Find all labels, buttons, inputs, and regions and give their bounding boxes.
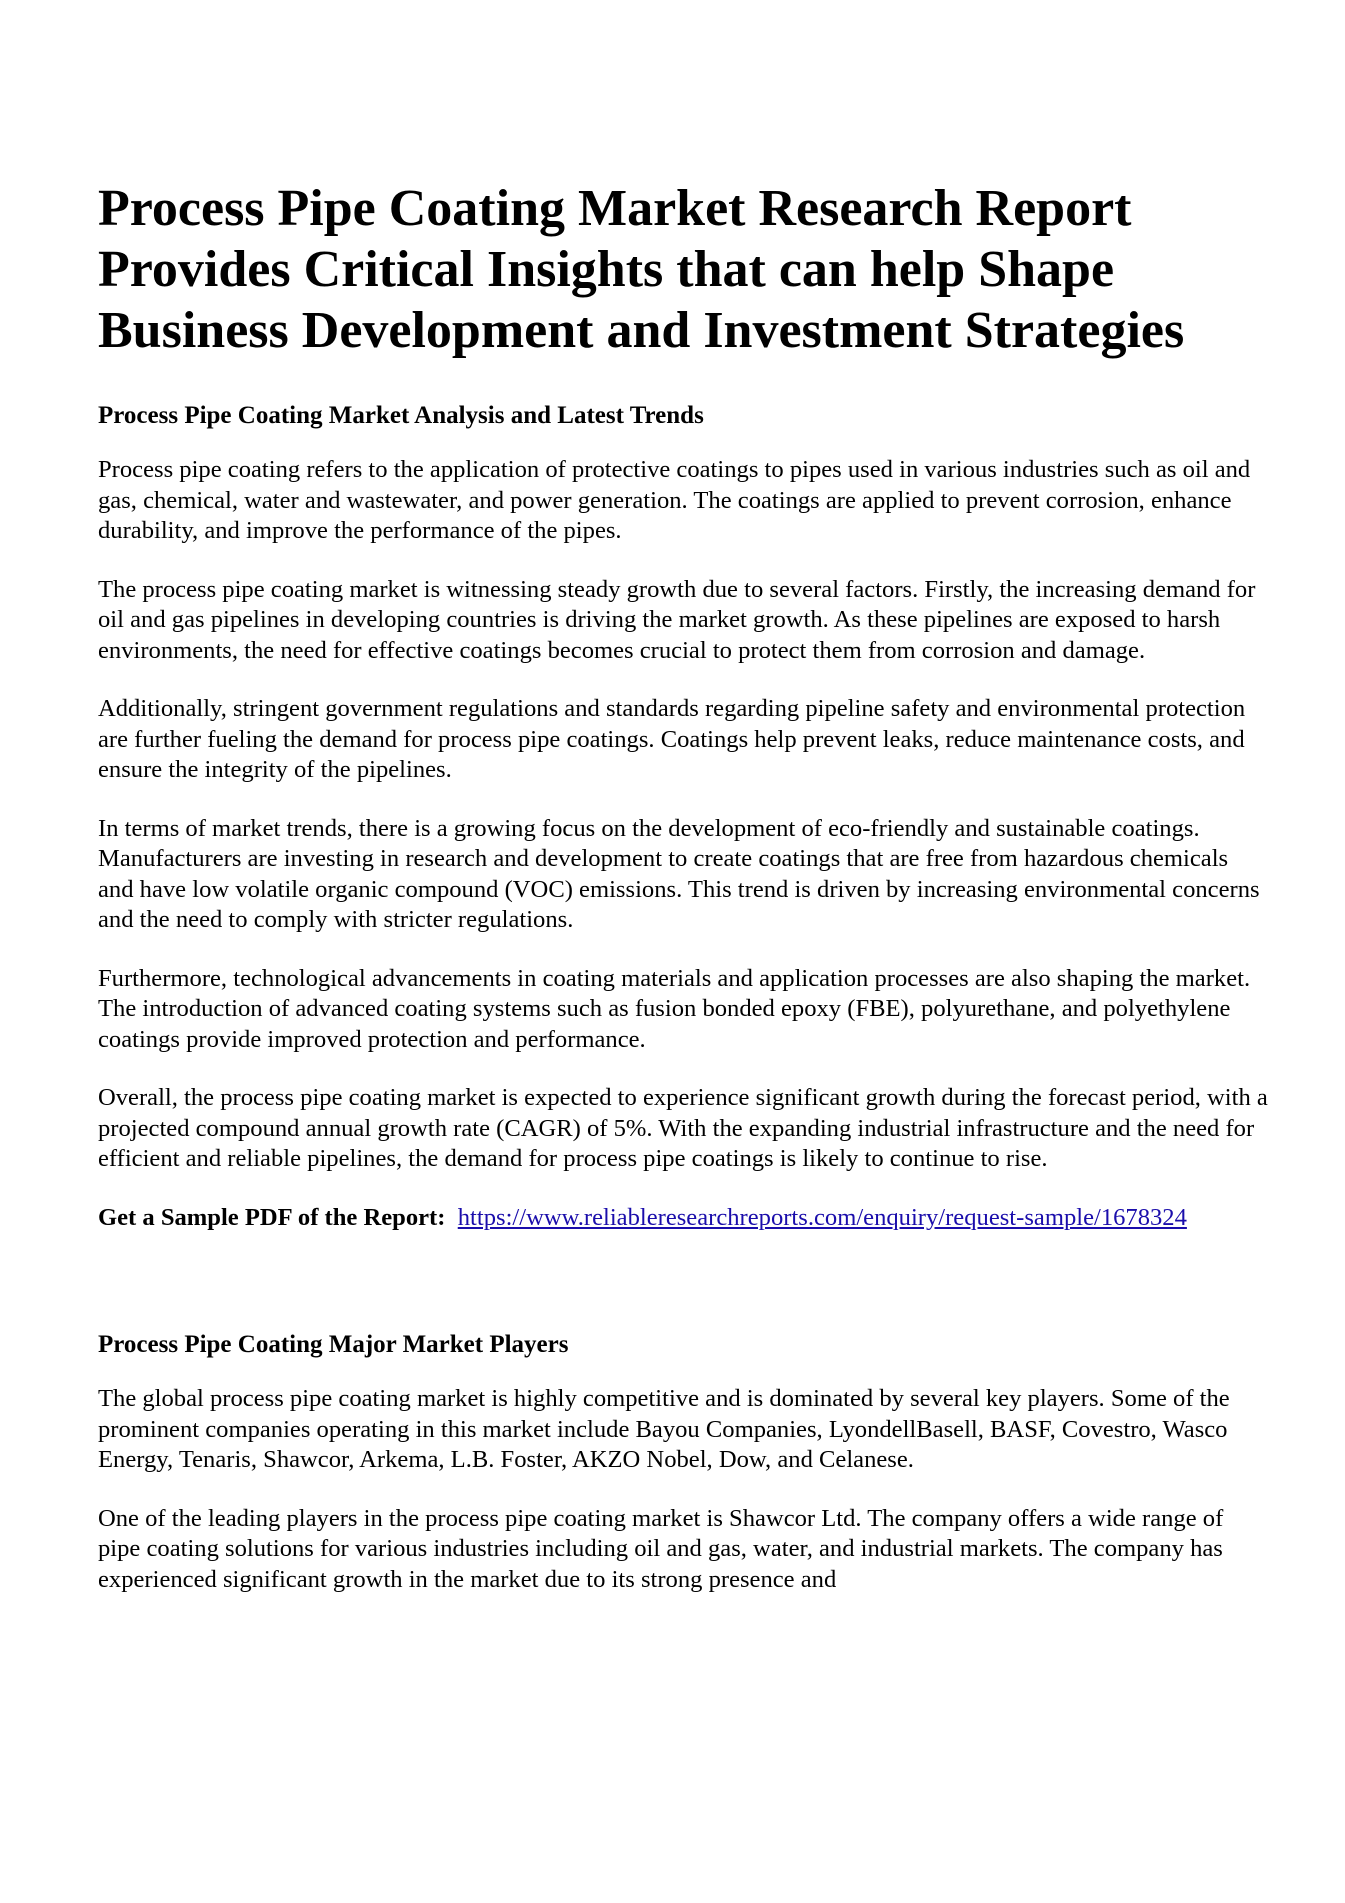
section-heading-analysis: Process Pipe Coating Market Analysis and Latest Trends xyxy=(98,402,704,429)
paragraph: Furthermore, technological advancements in coating materials and application processes are also shaping the market. The introduction of advanced coating systems such as fusion bonded epoxy (FBE), polyurethane, and polyethylene coatings provide improved protection and performance. xyxy=(98,964,1251,1053)
paragraph: The global process pipe coating market is highly competitive and is dominated by several key players. Some of the prominent companies operating in this market include Bayou Companies, LyondellBasell, BASF, Covestro, Wasco Energy, Tenaris, Shawcor, Arkema, L.B. Foster, AKZO Nobel, Dow, and Celanese. xyxy=(98,1385,1230,1473)
paragraph: Overall, the process pipe coating market is expected to experience significant growth during the forecast period, with a projected compound annual growth rate (CAGR) of 5%. With the expanding industrial infrastructure and the need for efficient and reliable pipelines, the demand for process pipe coatings is likely to continue to rise. xyxy=(98,1084,1268,1172)
sample-request-link[interactable]: https://www.reliableresearchreports.com/enquiry/request-sample/1678324 xyxy=(457,1203,1187,1231)
sample-request-line xyxy=(98,1203,1268,1234)
paragraph: One of the leading players in the process pipe coating market is Shawcor Ltd. The company offers a wide range of pipe coating solutions for various industries including oil and gas, water, and industrial markets. The company has experienced significant growth in the market due to its strong presence and xyxy=(98,1504,1224,1593)
report-page xyxy=(98,178,1268,1623)
page-title: Process Pipe Coating Market Research Report Provides Critical Insights that can help Shape Business Development and Investment Strategies xyxy=(98,180,1185,359)
section-spacer xyxy=(98,1233,1268,1330)
paragraph: Additionally, stringent government regulations and standards regarding pipeline safety and environmental protection are further fueling the demand for process pipe coatings. Coatings help prevent leaks, reduce maintenance costs, and ensure the integrity of the pipelines. xyxy=(98,695,1246,783)
sample-request-label: Get a Sample PDF of the Report: xyxy=(98,1203,446,1231)
paragraph: Process pipe coating refers to the application of protective coatings to pipes used in various industries such as oil and gas, chemical, water and wastewater, and power generation. The coatings are applied to prevent corrosion, enhance durability, and improve the performance of the pipes. xyxy=(98,456,1251,544)
paragraph: In terms of market trends, there is a growing focus on the development of eco-friendly and sustainable coatings. Manufacturers are investing in research and development to create coatings that are free from hazardous chemicals and have low volatile organic compound (VOC) emissions. This trend is driven by increasing environmental concerns and the need to comply with stricter regulations. xyxy=(98,814,1260,933)
paragraph: The process pipe coating market is witnessing steady growth due to several factors. Firstly, the increasing demand for oil and gas pipelines in developing countries is driving the market growth. As these pipelines are exposed to harsh environments, the need for effective coatings becomes crucial to protect them from corrosion and damage. xyxy=(98,575,1256,664)
section-heading-players: Process Pipe Coating Major Market Players xyxy=(98,1331,569,1358)
